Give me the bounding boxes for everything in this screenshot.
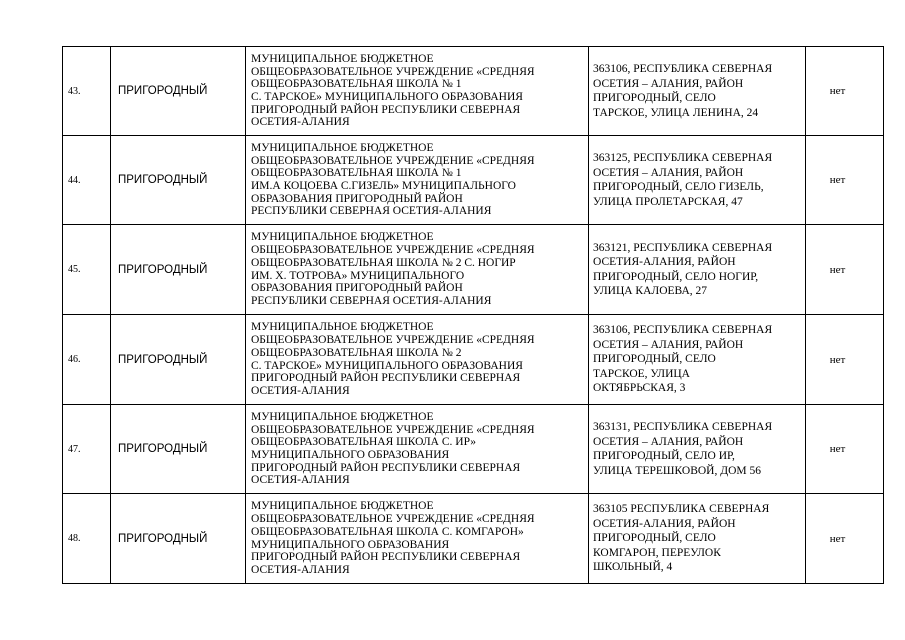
table-row [63, 405, 884, 494]
flag-cell: нет [806, 405, 884, 494]
address-cell: 363106, РЕСПУБЛИКА СЕВЕРНАЯ ОСЕТИЯ – АЛАНИЯ, РАЙОН ПРИГОРОДНЫЙ, СЕЛО ТАРСКОЕ, УЛИЦА ЛЕНИНА, 24 [589, 47, 806, 136]
institution-name-cell: МУНИЦИПАЛЬНОЕ БЮДЖЕТНОЕ ОБЩЕОБРАЗОВАТЕЛЬНОЕ УЧРЕЖДЕНИЕ «СРЕДНЯЯ ОБЩЕОБРАЗОВАТЕЛЬНАЯ ШКОЛА № 2 С. НОГИР ИМ. Х. ТОТРОВА» МУНИЦИПАЛЬНОГО ОБРАЗОВАНИЯ ПРИГОРОДНЫЙ РАЙОН РЕСПУБЛИКИ СЕВЕРНАЯ ОСЕТИЯ-АЛАНИЯ [246, 225, 589, 315]
row-number: 46. [63, 315, 111, 405]
row-number: 44. [63, 136, 111, 225]
address-cell: 363125, РЕСПУБЛИКА СЕВЕРНАЯ ОСЕТИЯ – АЛАНИЯ, РАЙОН ПРИГОРОДНЫЙ, СЕЛО ГИЗЕЛЬ, УЛИЦА ПРОЛЕТАРСКАЯ, 47 [589, 136, 806, 225]
institution-name-cell: МУНИЦИПАЛЬНОЕ БЮДЖЕТНОЕ ОБЩЕОБРАЗОВАТЕЛЬНОЕ УЧРЕЖДЕНИЕ «СРЕДНЯЯ ОБЩЕОБРАЗОВАТЕЛЬНАЯ ШКОЛА С. ИР» МУНИЦИПАЛЬНОГО ОБРАЗОВАНИЯ ПРИГОРОДНЫЙ РАЙОН РЕСПУБЛИКИ СЕВЕРНАЯ ОСЕТИЯ-АЛАНИЯ [246, 405, 589, 494]
address-cell: 363106, РЕСПУБЛИКА СЕВЕРНАЯ ОСЕТИЯ – АЛАНИЯ, РАЙОН ПРИГОРОДНЫЙ, СЕЛО ТАРСКОЕ, УЛИЦА ОКТЯБРЬСКАЯ, 3 [589, 315, 806, 405]
district-cell: ПРИГОРОДНЫЙ [111, 405, 246, 494]
row-number: 43. [63, 47, 111, 136]
table-row [63, 494, 884, 584]
district-cell: ПРИГОРОДНЫЙ [111, 225, 246, 315]
row-number: 45. [63, 225, 111, 315]
flag-cell: нет [806, 136, 884, 225]
table-row [63, 47, 884, 136]
institution-name-cell: МУНИЦИПАЛЬНОЕ БЮДЖЕТНОЕ ОБЩЕОБРАЗОВАТЕЛЬНОЕ УЧРЕЖДЕНИЕ «СРЕДНЯЯ ОБЩЕОБРАЗОВАТЕЛЬНАЯ ШКОЛА № 1 ИМ.А КОЦОЕВА С.ГИЗЕЛЬ» МУНИЦИПАЛЬНОГО ОБРАЗОВАНИЯ ПРИГОРОДНЫЙ РАЙОН РЕСПУБЛИКИ СЕВЕРНАЯ ОСЕТИЯ-АЛАНИЯ [246, 136, 589, 225]
institution-name-cell: МУНИЦИПАЛЬНОЕ БЮДЖЕТНОЕ ОБЩЕОБРАЗОВАТЕЛЬНОЕ УЧРЕЖДЕНИЕ «СРЕДНЯЯ ОБЩЕОБРАЗОВАТЕЛЬНАЯ ШКОЛА С. КОМГАРОН» МУНИЦИПАЛЬНОГО ОБРАЗОВАНИЯ ПРИГОРОДНЫЙ РАЙОН РЕСПУБЛИКИ СЕВЕРНАЯ ОСЕТИЯ-АЛАНИЯ [246, 494, 589, 584]
table-row [63, 136, 884, 225]
flag-cell: нет [806, 225, 884, 315]
district-cell: ПРИГОРОДНЫЙ [111, 494, 246, 584]
district-cell: ПРИГОРОДНЫЙ [111, 315, 246, 405]
district-cell: ПРИГОРОДНЫЙ [111, 47, 246, 136]
district-cell: ПРИГОРОДНЫЙ [111, 136, 246, 225]
address-cell: 363121, РЕСПУБЛИКА СЕВЕРНАЯ ОСЕТИЯ-АЛАНИЯ, РАЙОН ПРИГОРОДНЫЙ, СЕЛО НОГИР, УЛИЦА КАЛОЕВА, 27 [589, 225, 806, 315]
address-cell: 363131, РЕСПУБЛИКА СЕВЕРНАЯ ОСЕТИЯ – АЛАНИЯ, РАЙОН ПРИГОРОДНЫЙ, СЕЛО ИР, УЛИЦА ТЕРЕШКОВОЙ, ДОМ 56 [589, 405, 806, 494]
address-cell: 363105 РЕСПУБЛИКА СЕВЕРНАЯ ОСЕТИЯ-АЛАНИЯ, РАЙОН ПРИГОРОДНЫЙ, СЕЛО КОМГАРОН, ПЕРЕУЛОК ШКОЛЬНЫЙ, 4 [589, 494, 806, 584]
table-row [63, 225, 884, 315]
schools-table [62, 46, 884, 584]
flag-cell: нет [806, 494, 884, 584]
row-number: 47. [63, 405, 111, 494]
flag-cell: нет [806, 47, 884, 136]
row-number: 48. [63, 494, 111, 584]
flag-cell: нет [806, 315, 884, 405]
institution-name-cell: МУНИЦИПАЛЬНОЕ БЮДЖЕТНОЕ ОБЩЕОБРАЗОВАТЕЛЬНОЕ УЧРЕЖДЕНИЕ «СРЕДНЯЯ ОБЩЕОБРАЗОВАТЕЛЬНАЯ ШКОЛА № 1 С. ТАРСКОЕ» МУНИЦИПАЛЬНОГО ОБРАЗОВАНИЯ ПРИГОРОДНЫЙ РАЙОН РЕСПУБЛИКИ СЕВЕРНАЯ ОСЕТИЯ-АЛАНИЯ [246, 47, 589, 136]
institution-name-cell: МУНИЦИПАЛЬНОЕ БЮДЖЕТНОЕ ОБЩЕОБРАЗОВАТЕЛЬНОЕ УЧРЕЖДЕНИЕ «СРЕДНЯЯ ОБЩЕОБРАЗОВАТЕЛЬНАЯ ШКОЛА № 2 С. ТАРСКОЕ» МУНИЦИПАЛЬНОГО ОБРАЗОВАНИЯ ПРИГОРОДНЫЙ РАЙОН РЕСПУБЛИКИ СЕВЕРНАЯ ОСЕТИЯ-АЛАНИЯ [246, 315, 589, 405]
table-row [63, 315, 884, 405]
